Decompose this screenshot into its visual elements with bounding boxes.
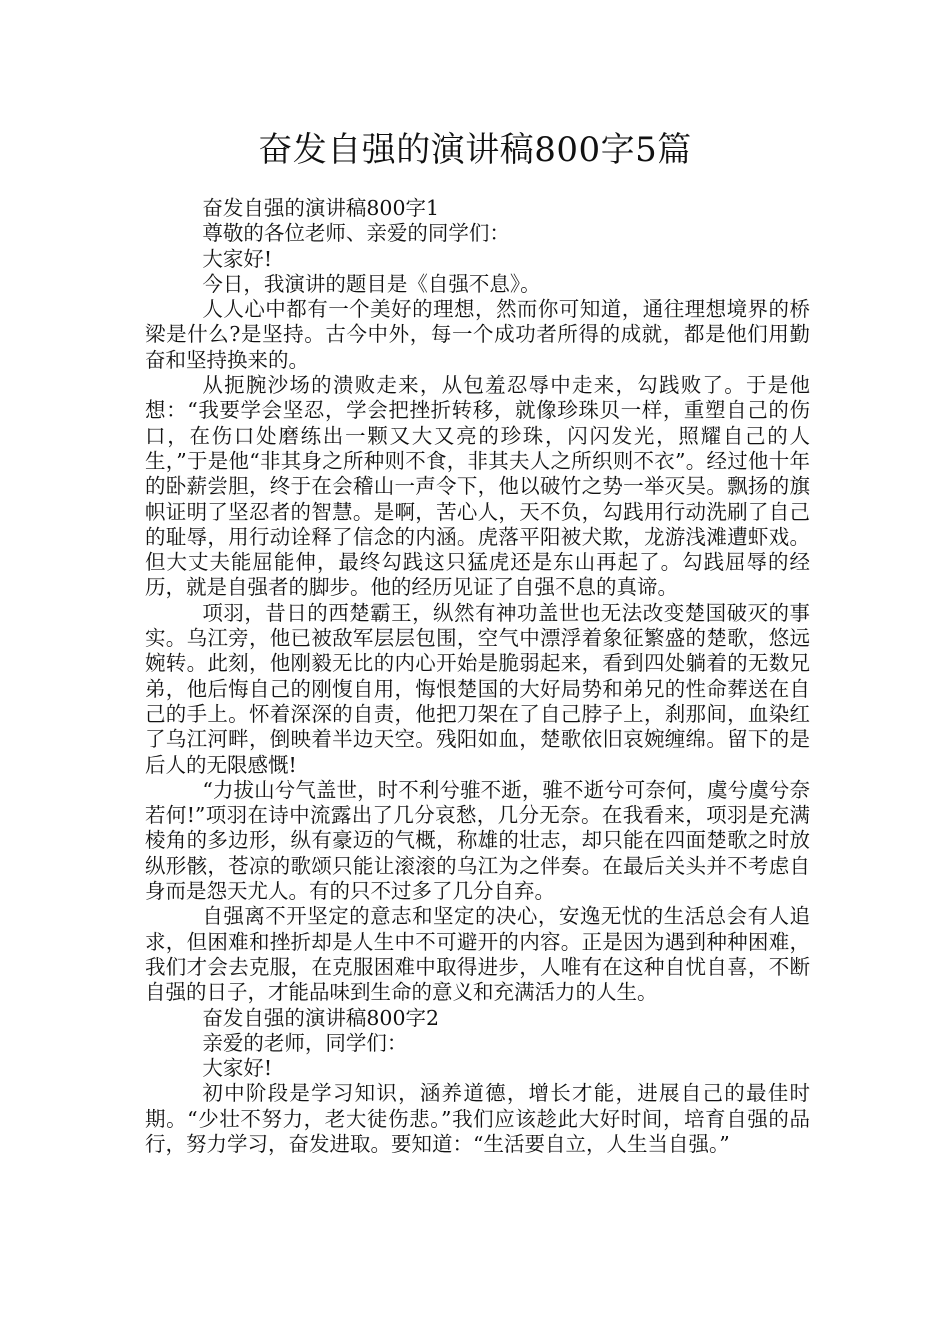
paragraph: 人人心中都有一个美好的理想，然而你可知道，通往理想境界的桥梁是什么?是坚持。古今中外，每一个成功者所得的成就，都是他们用勤奋和坚持换来的。: [145, 297, 810, 372]
paragraph: 今日，我演讲的题目是《自强不息》。: [202, 271, 541, 296]
paragraph: 自强离不开坚定的意志和坚定的决心，安逸无忧的生活总会有人追求，但困难和挫折却是人生中不可避开的内容。正是因为遇到种种困难，我们才会去克服，在克服困难中取得进步，人唯有在这种自忧自喜，不断自强的日子，才能品味到生命的意义和充满活力的人生。: [145, 904, 810, 1005]
greeting: 大家好!: [202, 1056, 273, 1081]
paragraph: 项羽，昔日的西楚霸王，纵然有神功盖世也无法改变楚国破灭的事实。乌江旁，他已被敌军层层包围，空气中漂浮着象征繁盛的楚歌，悠远婉转。此刻，他刚毅无比的内心开始是脆弱起来，看到四处躺着的无数兄弟，他后悔自己的刚愎自用，悔恨楚国的大好局势和弟兄的性命葬送在自己的手上。怀着深深的自责，他把刀架在了自己脖子上，刹那间，血染红了乌江河畔，倒映着半边天空。残阳如血，楚歌依旧哀婉缠绵。留下的是后人的无限感慨!: [145, 600, 810, 777]
document-body: [145, 196, 810, 1157]
salutation: 亲爱的老师，同学们：: [202, 1030, 408, 1055]
section-heading: 奋发自强的演讲稿800字1: [202, 196, 440, 220]
salutation: 尊敬的各位老师、亲爱的同学们：: [202, 221, 510, 246]
greeting: 大家好!: [202, 246, 273, 271]
paragraph: 从扼腕沙场的溃败走来，从包羞忍辱中走来，勾践败了。于是他想：“我要学会坚忍，学会把挫折转移，就像珍珠贝一样，重塑自己的伤口，在伤口处磨练出一颗又大又亮的珍珠，闪闪发光，照耀自己的人生，”于是他“非其身之所种则不食，非其夫人之所织则不衣”。经过他十年的卧薪尝胆，终于在会稽山一声令下，他以破竹之势一举灭吴。飘扬的旗帜证明了坚忍者的智慧。是啊，苦心人，天不负，勾践用行动洗刷了自己的耻辱，用行动诠释了信念的内涵。虎落平阳被犬欺，龙游浅滩遭虾戏。但大丈夫能屈能伸，最终勾践这只猛虎还是东山再起了。勾践屈辱的经历，就是自强者的脚步。他的经历见证了自强不息的真谛。: [145, 373, 810, 600]
document-title: 奋发自强的演讲稿800字5篇: [258, 130, 692, 170]
paragraph: 初中阶段是学习知识，涵养道德，增长才能，进展自己的最佳时期。“少壮不努力，老大徒伤悲。”我们应该趁此大好时间，培育自强的品行，努力学习，奋发进取。要知道：“生活要自立，人生当自强。”: [145, 1081, 810, 1156]
paragraph: “力拔山兮气盖世，时不利兮骓不逝，骓不逝兮可奈何，虞兮虞兮奈若何!”项羽在诗中流露出了几分哀愁，几分无奈。在我看来，项羽是充满棱角的多边形，纵有豪迈的气概，称雄的壮志，却只能在四面楚歌之时放纵形骸，苍凉的歌颂只能让滚滚的乌江为之伴奏。在最后关头并不考虑自身而是怨天尤人。有的只不过多了几分自弃。: [145, 777, 810, 904]
section-heading: 奋发自强的演讲稿800字2: [202, 1005, 440, 1030]
